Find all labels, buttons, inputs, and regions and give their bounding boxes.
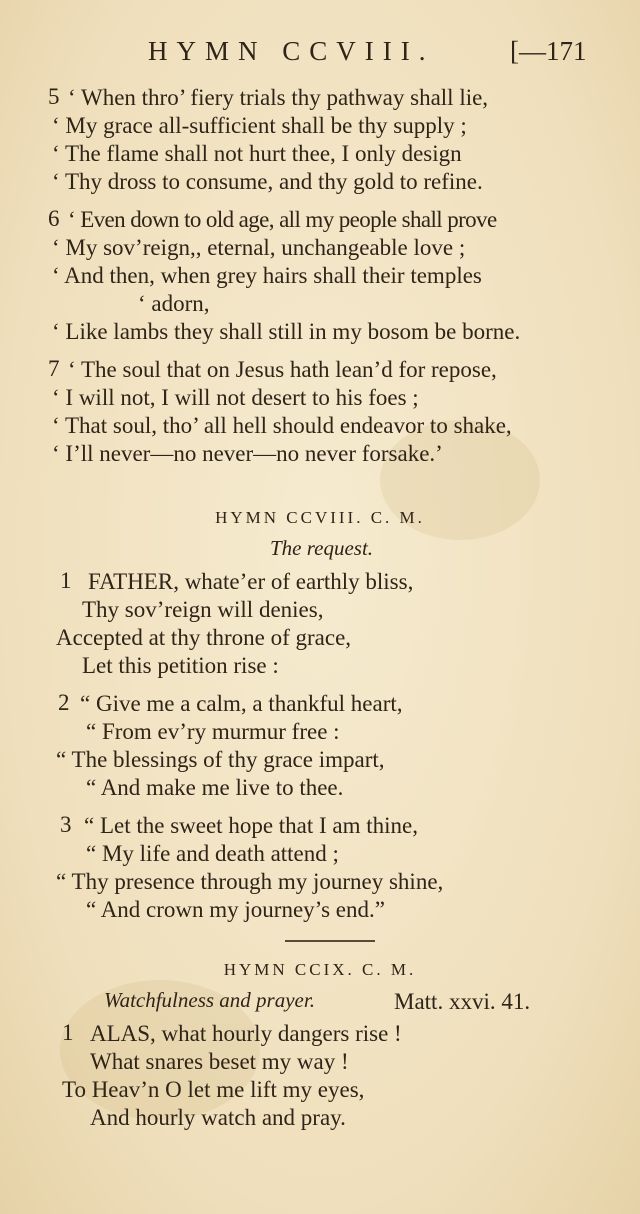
verse-line: “ And crown my journey’s end.” <box>86 897 385 922</box>
verse-line: “ And make me live to thee. <box>86 775 344 800</box>
verse-line: To Heav’n O let me lift my eyes, <box>62 1077 365 1102</box>
section-divider <box>285 940 375 942</box>
verse-line: Let this petition rise : <box>82 653 279 678</box>
stanza-number: 5 <box>48 84 60 109</box>
verse-line: ‘ My grace all-sufficient shall be thy supply ; <box>52 113 467 138</box>
verse-line: ‘ I’ll never—no never—no never forsake.’ <box>52 441 443 466</box>
stanza-number: 3 <box>60 812 72 837</box>
stanza-number: 2 <box>58 690 70 715</box>
verse-line: What snares beset my way ! <box>90 1049 349 1074</box>
hymn-subtitle: Watchfulness and prayer. <box>104 988 315 1012</box>
verse-line: ‘ The flame shall not hurt thee, I only design <box>52 141 462 166</box>
verse-line: “ My life and death attend ; <box>86 841 339 866</box>
verse-line: “ From ev’ry murmur free : <box>86 719 340 744</box>
page-number: [—171 <box>510 36 587 66</box>
verse-line: ‘ adorn, <box>138 291 210 316</box>
stanza-number: 1 <box>60 568 72 593</box>
verse-line: “ Let the sweet hope that I am thine, <box>84 813 419 838</box>
verse-line: ‘ Thy dross to consume, and thy gold to refine. <box>52 169 483 194</box>
verse-line: “ Give me a calm, a thankful heart, <box>80 691 403 716</box>
verse-line: FATHER, whate’er of earthly bliss, <box>88 569 414 594</box>
verse-line: ‘ The soul that on Jesus hath lean’d for repose, <box>68 357 497 382</box>
verse-line: ‘ Even down to old age, all my people shall prove <box>68 207 497 232</box>
verse-line: And hourly watch and pray. <box>90 1105 346 1130</box>
verse-line: ‘ When thro’ fiery trials thy pathway shall lie, <box>68 85 489 110</box>
verse-line: ‘ My sov’reign,, eternal, unchangeable love ; <box>52 235 466 260</box>
stanza-number: 6 <box>48 206 60 231</box>
verse-line: ‘ I will not, I will not desert to his foes ; <box>52 385 419 410</box>
verse-line: Accepted at thy throne of grace, <box>56 625 352 650</box>
verse-line: ‘ That soul, tho’ all hell should endeavor to shake, <box>52 413 512 438</box>
verse-line: ‘ And then, when grey hairs shall their temples <box>52 263 482 288</box>
running-head <box>0 36 640 76</box>
hymn-heading: HYMN CCVIII. C. M. <box>215 508 425 527</box>
running-head-title: HYMN CCVIII. <box>148 36 435 66</box>
verse-line: ‘ Like lambs they shall still in my bosom be borne. <box>52 319 521 344</box>
verse-line: “ The blessings of thy grace impart, <box>56 747 385 772</box>
hymn-subtitle: The request. <box>270 536 374 560</box>
verse-line: “ Thy presence through my journey shine, <box>56 869 444 894</box>
verse-line: Thy sov’reign will denies, <box>82 597 324 622</box>
stanza-number: 1 <box>62 1020 74 1045</box>
scripture-reference: Matt. xxvi. 41. <box>394 989 531 1014</box>
stanza-number: 7 <box>48 356 60 381</box>
verse-line: ALAS, what hourly dangers rise ! <box>90 1021 402 1046</box>
hymn-heading: HYMN CCIX. C. M. <box>223 960 417 979</box>
